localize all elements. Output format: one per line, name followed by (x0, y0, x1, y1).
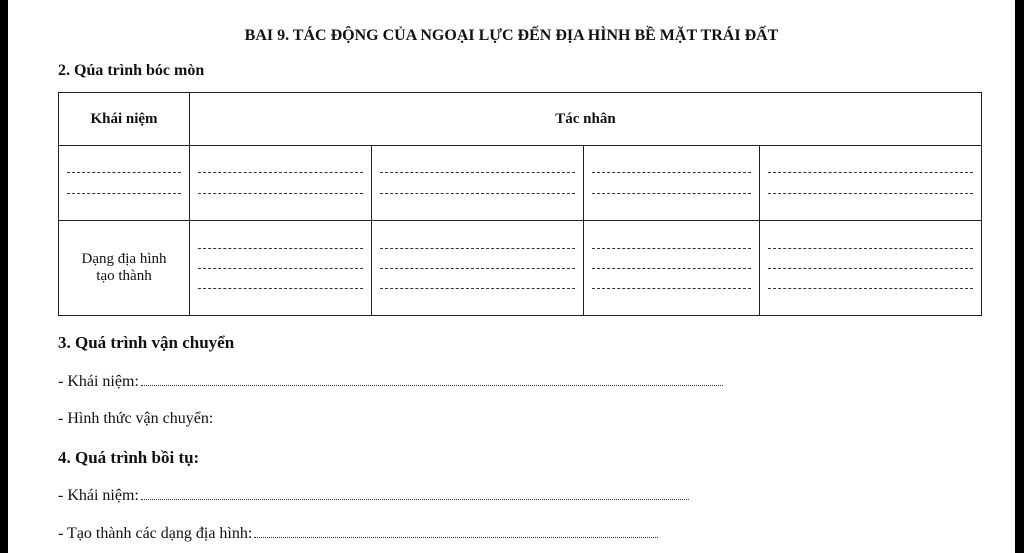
header-khai-niem: Khái niệm (59, 93, 190, 146)
table-cell-concept-definition[interactable] (59, 146, 190, 221)
section-4-concept-line (58, 487, 689, 505)
table-cell-agent[interactable] (372, 146, 584, 221)
section-4-landforms-label: - Tạo thành các dạng địa hình: (58, 525, 253, 542)
fill-in-dotted-line[interactable] (141, 384, 723, 386)
table-header-row (59, 93, 982, 146)
table-cell-landform[interactable] (584, 221, 760, 316)
table-cell-landform[interactable] (760, 221, 982, 316)
landform-label-line1: Dạng địa hình (81, 251, 167, 267)
erosion-table (58, 92, 982, 316)
section-3-forms-label: - Hình thức vận chuyển: (58, 410, 214, 427)
table-row-landforms (59, 221, 982, 316)
table-cell-agent[interactable] (584, 146, 760, 221)
table-cell-landform[interactable] (372, 221, 584, 316)
section-2-heading: 2. Qúa trình bóc mòn (58, 62, 205, 79)
document-title: BAI 9. TÁC ĐỘNG CỦA NGOẠI LỰC ĐẾN ĐỊA HÌNH BỀ MẶT TRÁI ĐẤT (244, 27, 779, 44)
landform-label-line2: tạo thành (96, 268, 152, 284)
fill-in-dotted-line[interactable] (141, 498, 689, 500)
table-cell-landform-label (59, 221, 190, 316)
document-page (8, 0, 1015, 553)
section-3-concept-label: - Khái niệm: (58, 373, 139, 390)
table-cell-agent[interactable] (190, 146, 372, 221)
section-4-concept-label: - Khái niệm: (58, 487, 139, 504)
section-4-heading: 4. Quá trình bồi tụ: (58, 448, 200, 467)
section-4-landforms-line (58, 525, 658, 543)
table-cell-agent[interactable] (760, 146, 982, 221)
table-cell-landform[interactable] (190, 221, 372, 316)
table-row-concept (59, 146, 982, 221)
section-3-heading: 3. Quá trình vận chuyển (58, 333, 235, 352)
header-tac-nhan: Tác nhân (190, 93, 982, 146)
section-3-concept-line (58, 373, 723, 391)
fill-in-dotted-line[interactable] (254, 536, 658, 538)
